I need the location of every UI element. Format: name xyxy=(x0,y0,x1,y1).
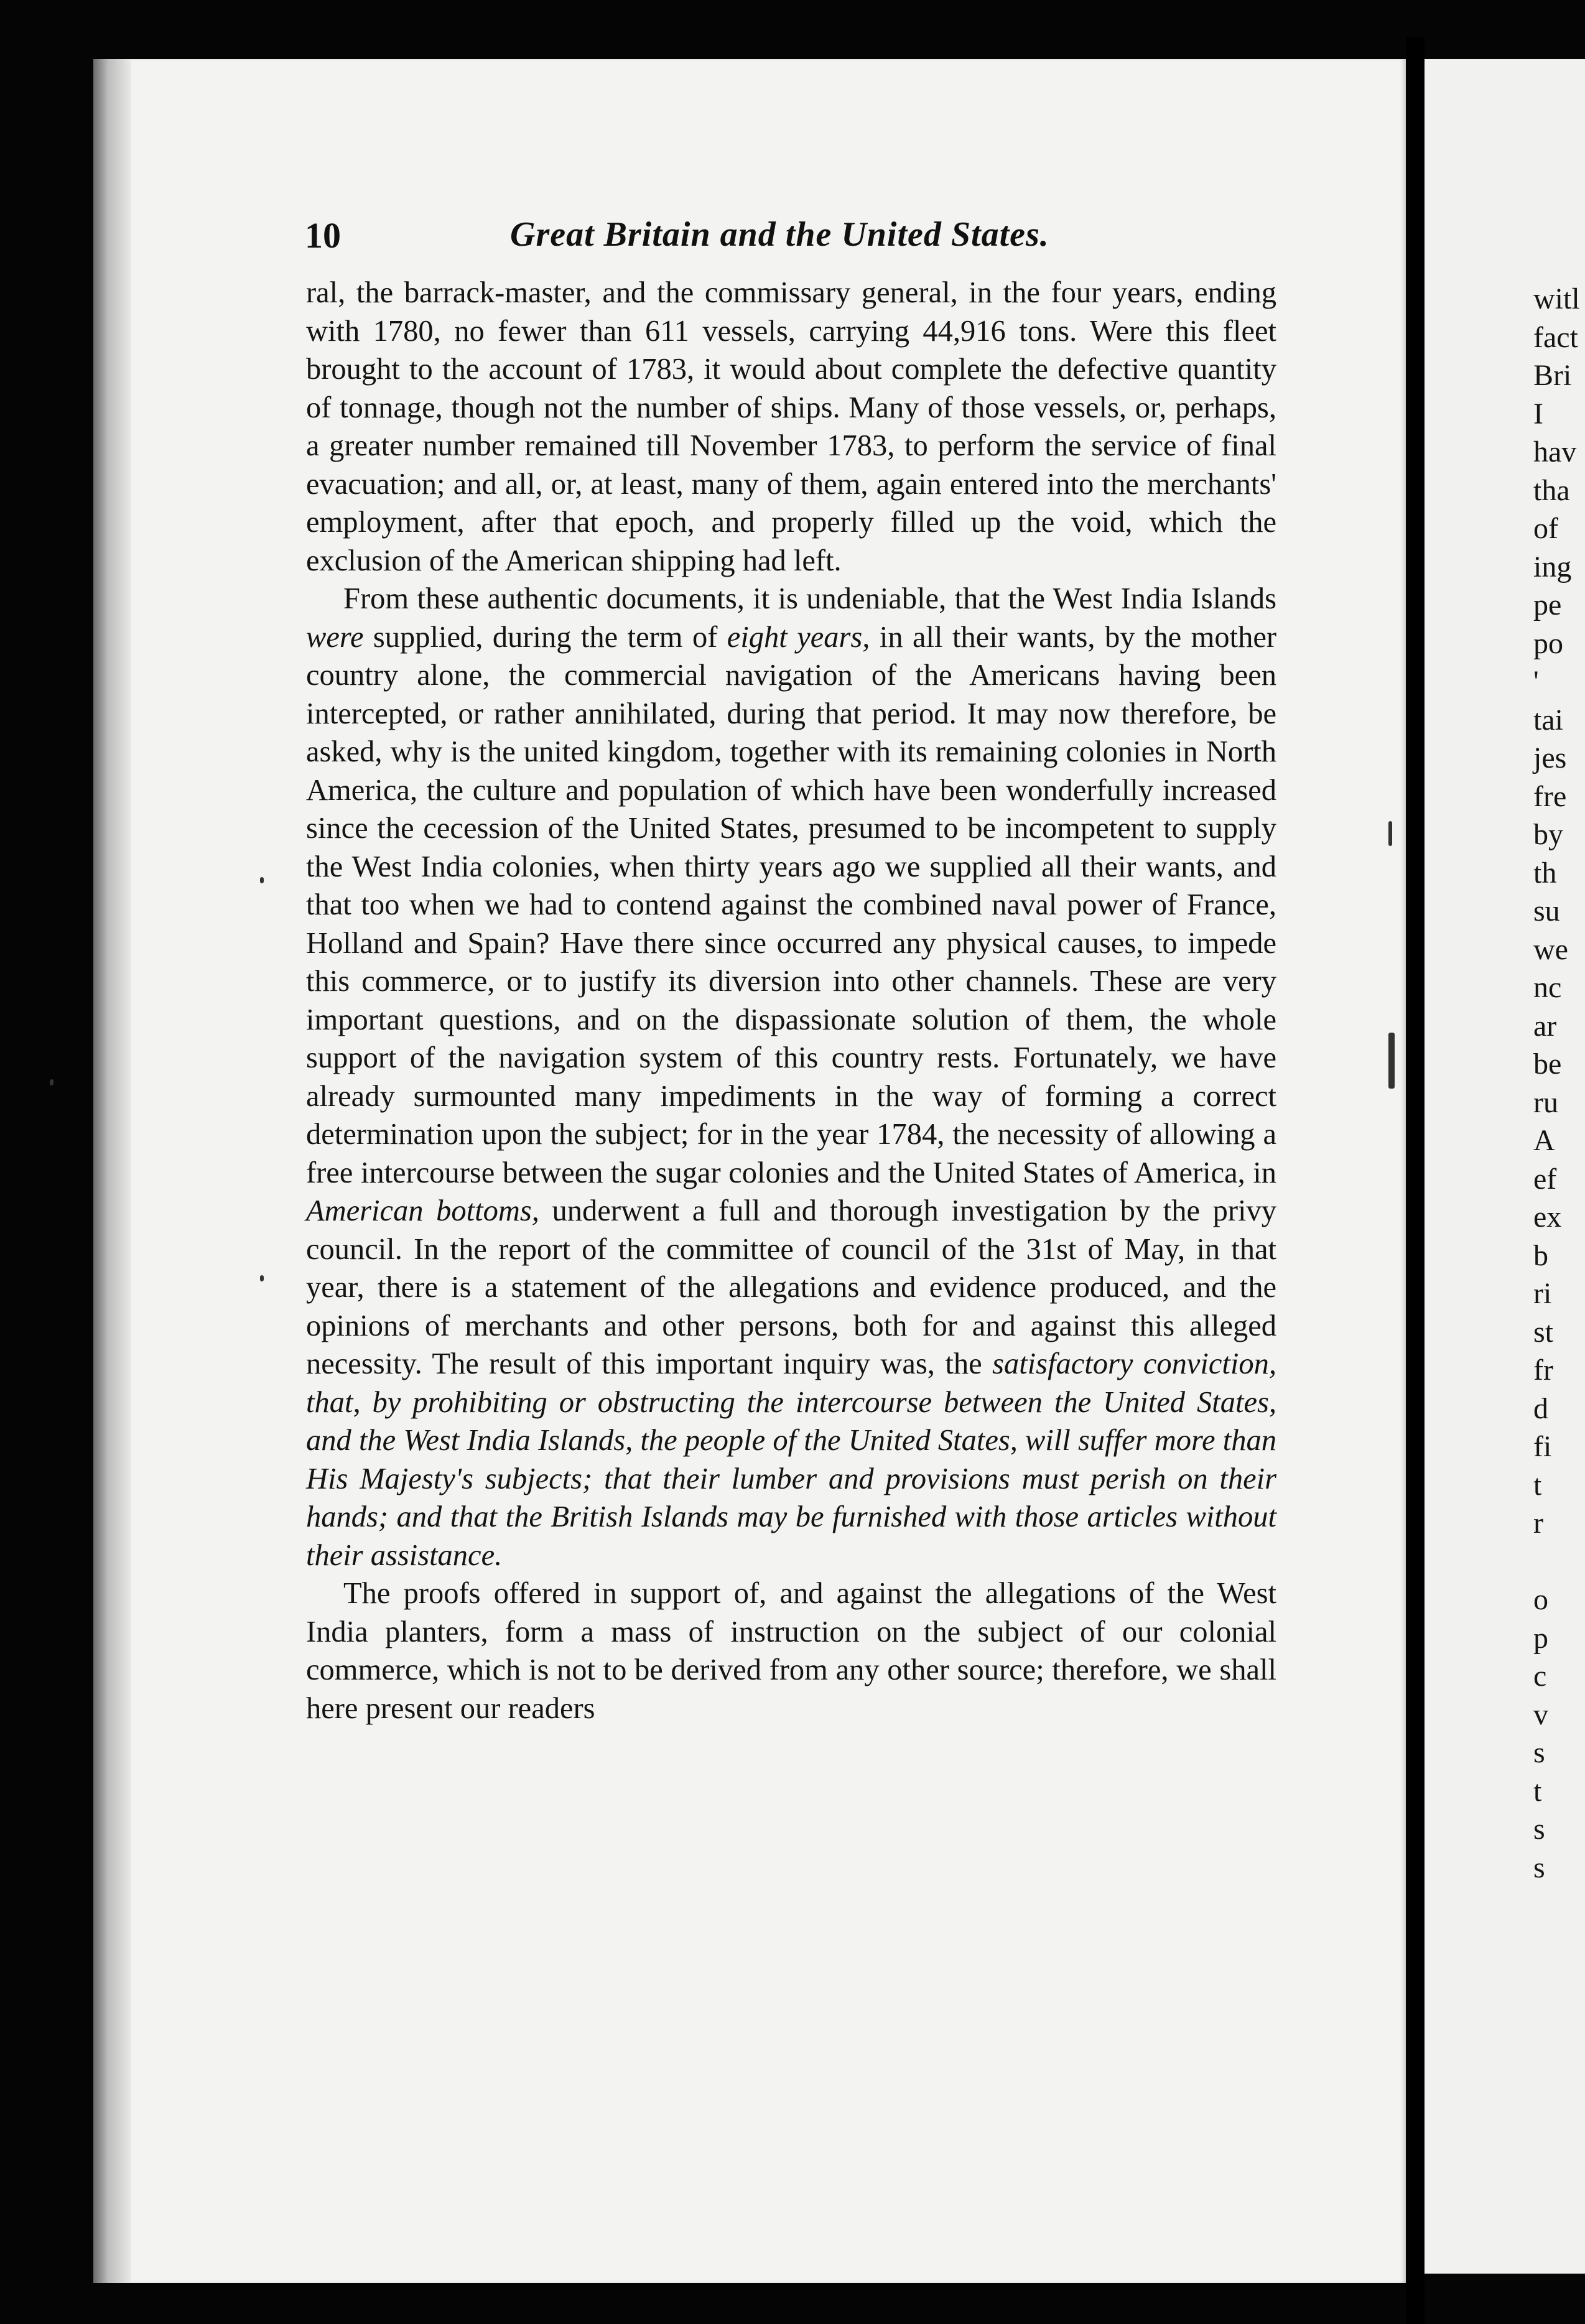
facing-page-line: p xyxy=(1533,1621,1548,1655)
facing-page-line: b xyxy=(1533,1239,1548,1272)
facing-page-line: of xyxy=(1533,512,1558,545)
book-binding-edge xyxy=(93,59,131,2283)
facing-page-line: by xyxy=(1533,818,1563,851)
italic-text: satisfactory conviction, that, by prohibiting or obstructing the intercourse between the United States, and the West India Islands, the people of the United States, will suffer more than His Majesty's subjects; that their lumber and provisions must perish on their hands; and that the British Islands may be furnished with those articles without their assistance. xyxy=(306,1347,1276,1572)
facing-page-line: ar xyxy=(1533,1009,1557,1043)
body-text xyxy=(306,274,1276,1727)
facing-page-line: hav xyxy=(1533,435,1577,468)
facing-page-line: ru xyxy=(1533,1085,1558,1119)
facing-page-line: ' xyxy=(1533,665,1539,698)
facing-page-line: s xyxy=(1533,1813,1545,1846)
facing-page-line: fi xyxy=(1533,1430,1552,1463)
paragraph xyxy=(306,580,1276,1574)
page-gutter xyxy=(1406,37,1425,2324)
scan-speck xyxy=(260,877,264,883)
text-run: The proofs offered in support of, and against the allegations of the West India planters, form a mass of instruction on the subject of our colonial commerce, which is not to be derived from any other source; therefore, we shall here present our readers xyxy=(306,1577,1276,1725)
facing-page-line: tai xyxy=(1533,703,1563,737)
facing-page-line: po xyxy=(1533,626,1563,660)
facing-page-line xyxy=(1533,1543,1585,1581)
facing-page-line: Bri xyxy=(1533,359,1572,392)
text-run: ral, the barrack-master, and the commissary general, in the four years, ending with 1780, no fewer than 611 vessels, carrying 44,916 tons. Were this fleet brought to the account of 1783, it would about complete the defective quantity of tonnage, though not the number of ships. Many of those vessels, or, perhaps, a greater number remained till November 1783, to perform the service of final evacuation; and all, or, at least, many of them, again entered into the merchants' employment, after that epoch, and properly filled up the void, which the exclusion of the American shipping had left. xyxy=(306,276,1276,577)
facing-page-line: s xyxy=(1533,1851,1545,1884)
facing-page-line: r xyxy=(1533,1507,1543,1540)
page-title: Great Britain and the United States. xyxy=(510,215,1049,254)
text-run: supplied, during the term of xyxy=(363,620,727,654)
facing-page-line: ef xyxy=(1533,1162,1557,1196)
facing-page-line: jes xyxy=(1533,741,1567,774)
facing-page-line: ri xyxy=(1533,1277,1552,1310)
facing-page-line: st xyxy=(1533,1315,1554,1349)
facing-page-line: t xyxy=(1533,1468,1542,1502)
facing-page-text xyxy=(1533,280,1585,1887)
facing-page-line: th xyxy=(1533,856,1557,890)
text-run: From these authentic documents, it is undeniable, that the West India Islands xyxy=(343,582,1276,615)
facing-page-line: pe xyxy=(1533,588,1562,621)
facing-page-line: tha xyxy=(1533,473,1570,507)
facing-page-line: v xyxy=(1533,1698,1548,1731)
paragraph xyxy=(306,274,1276,580)
facing-page-line: be xyxy=(1533,1048,1562,1081)
facing-page-line: A xyxy=(1533,1124,1555,1157)
facing-page-line: fact xyxy=(1533,320,1578,354)
scan-speck xyxy=(50,1079,53,1085)
facing-page-line: t xyxy=(1533,1774,1542,1808)
scan-speck xyxy=(260,1275,264,1281)
paragraph xyxy=(306,1574,1276,1727)
italic-text: eight years, xyxy=(727,620,870,654)
facing-page-line: o xyxy=(1533,1583,1548,1616)
facing-page-line: I xyxy=(1533,397,1543,430)
text-run: underwent a full and thorough investigation by the privy council. In the report of the committee of council of the 31st of May, in that year, there is a statement of the allegations and evidence produced, and the opinions of merchants and other persons, both for and against this alleged necessity. The result of this important inquiry was, the xyxy=(306,1194,1277,1380)
facing-page-line: ing xyxy=(1533,550,1572,583)
scan-speck xyxy=(1388,1033,1395,1089)
facing-page-line: we xyxy=(1533,932,1568,966)
running-head xyxy=(305,215,1275,277)
text-run: in all their wants, by the mother country alone, the commercial navigation of the Americans having been intercepted, or rather annihilated, during that period. It may now therefore, be asked, why is the united kingdom, together with its remaining colonies in North America, the culture and population of which have been wonderfully increased since the cecession of the United States, presumed to be incompetent to supply the West India colonies, when thirty years ago we supplied all their wants, and that too when we had to contend against the combined naval power of France, Holland and Spain? Have there since occurred any physical causes, to impede this commerce, or to justify its diversion into other channels. These are very important questions, and on the dispassionate solution of them, the whole support of the navigation system of this country rests. Fortunately, we have already surmounted many impediments in the way of forming a correct determination upon the subject; for in the year 1784, the necessity of allowing a free intercourse between the sugar colonies and the United States of America, in xyxy=(306,620,1277,1189)
facing-page-line: c xyxy=(1533,1660,1547,1693)
italic-text: were xyxy=(306,620,364,654)
facing-page-line: fre xyxy=(1533,779,1567,813)
facing-page-line: d xyxy=(1533,1392,1548,1425)
scan-speck xyxy=(1388,821,1392,846)
facing-page-line: nc xyxy=(1533,971,1562,1004)
page-number: 10 xyxy=(305,215,341,256)
facing-page-line: fr xyxy=(1533,1354,1553,1387)
facing-page-line: su xyxy=(1533,895,1560,927)
facing-page-line: witl xyxy=(1533,282,1580,315)
italic-text: American bottoms, xyxy=(306,1194,539,1227)
facing-page-line: s xyxy=(1533,1736,1545,1769)
facing-page-line: ex xyxy=(1533,1201,1562,1234)
